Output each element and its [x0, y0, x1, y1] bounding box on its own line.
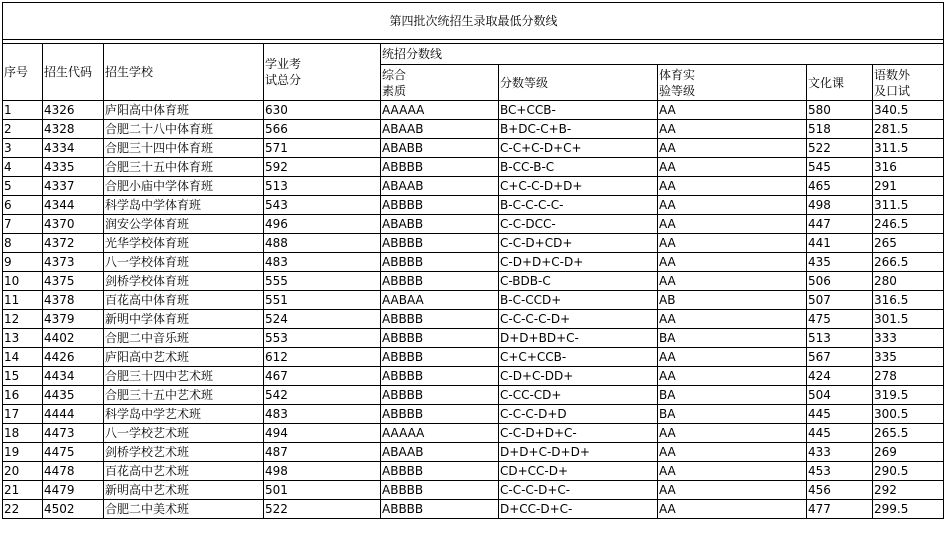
header-total-line2: 试总分	[265, 73, 302, 87]
header-row-1	[3, 44, 944, 65]
cell-seq: 2	[3, 120, 43, 139]
table-row	[3, 500, 944, 519]
cell-grade: C-C-DCC-	[499, 215, 658, 234]
cell-total: 571	[264, 139, 381, 158]
cell-pe: AA	[658, 101, 807, 120]
cell-code: 4370	[43, 215, 104, 234]
cell-grade: C-D+D+C-D+	[499, 253, 658, 272]
cell-pe: AA	[658, 424, 807, 443]
table-row	[3, 101, 944, 120]
cell-comp: AAAAA	[381, 424, 499, 443]
cell-grade: C+C+CCB-	[499, 348, 658, 367]
cell-culture: 498	[807, 196, 873, 215]
cell-comp: ABBBB	[381, 367, 499, 386]
cell-grade: C-CC-CD+	[499, 386, 658, 405]
cell-seq: 11	[3, 291, 43, 310]
cell-culture: 465	[807, 177, 873, 196]
cell-lang: 290.5	[873, 462, 944, 481]
cell-comp: ABBBB	[381, 405, 499, 424]
cell-code: 4328	[43, 120, 104, 139]
cell-code: 4373	[43, 253, 104, 272]
cell-grade: BC+CCB-	[499, 101, 658, 120]
cell-seq: 9	[3, 253, 43, 272]
table-row	[3, 367, 944, 386]
cell-code: 4375	[43, 272, 104, 291]
cell-code: 4502	[43, 500, 104, 519]
cell-school: 新明高中艺术班	[104, 481, 264, 500]
cell-school: 合肥二中音乐班	[104, 329, 264, 348]
cell-culture: 506	[807, 272, 873, 291]
cell-total: 522	[264, 500, 381, 519]
cell-culture: 441	[807, 234, 873, 253]
table-row	[3, 310, 944, 329]
header-pe-line1: 体育实	[659, 67, 696, 82]
cell-seq: 17	[3, 405, 43, 424]
cell-school: 剑桥学校体育班	[104, 272, 264, 291]
table-row	[3, 329, 944, 348]
cell-grade: D+D+BD+C-	[499, 329, 658, 348]
table-row	[3, 196, 944, 215]
cell-total: 551	[264, 291, 381, 310]
cell-culture: 580	[807, 101, 873, 120]
header-school: 招生学校	[104, 44, 264, 101]
cell-grade: B-C-CCD+	[499, 291, 658, 310]
cell-lang: 280	[873, 272, 944, 291]
cell-pe: AA	[658, 481, 807, 500]
cell-seq: 6	[3, 196, 43, 215]
cell-code: 4335	[43, 158, 104, 177]
cell-total: 524	[264, 310, 381, 329]
cell-total: 483	[264, 405, 381, 424]
cell-school: 合肥三十四中艺术班	[104, 367, 264, 386]
cell-lang: 335	[873, 348, 944, 367]
cell-lang: 316.5	[873, 291, 944, 310]
cell-culture: 513	[807, 329, 873, 348]
admission-score-table	[2, 2, 944, 519]
cell-comp: ABBBB	[381, 310, 499, 329]
table-row	[3, 386, 944, 405]
cell-comp: ABAAB	[381, 443, 499, 462]
cell-total: 513	[264, 177, 381, 196]
cell-grade: C-C-D+D+C-	[499, 424, 658, 443]
cell-pe: AA	[658, 462, 807, 481]
cell-total: 543	[264, 196, 381, 215]
cell-code: 4337	[43, 177, 104, 196]
cell-seq: 1	[3, 101, 43, 120]
cell-culture: 435	[807, 253, 873, 272]
cell-school: 合肥三十五中艺术班	[104, 386, 264, 405]
cell-seq: 4	[3, 158, 43, 177]
cell-school: 百花高中体育班	[104, 291, 264, 310]
cell-lang: 301.5	[873, 310, 944, 329]
cell-pe: AA	[658, 500, 807, 519]
cell-total: 488	[264, 234, 381, 253]
cell-school: 百花高中艺术班	[104, 462, 264, 481]
cell-total: 498	[264, 462, 381, 481]
cell-seq: 13	[3, 329, 43, 348]
cell-lang: 265.5	[873, 424, 944, 443]
cell-comp: AAAAA	[381, 101, 499, 120]
cell-seq: 15	[3, 367, 43, 386]
cell-comp: ABBBB	[381, 329, 499, 348]
cell-school: 八一学校艺术班	[104, 424, 264, 443]
cell-school: 八一学校体育班	[104, 253, 264, 272]
header-culture: 文化课	[807, 65, 873, 101]
cell-grade: C-C+C-D+C+	[499, 139, 658, 158]
cell-pe: AA	[658, 367, 807, 386]
table-row	[3, 120, 944, 139]
header-grade: 分数等级	[499, 65, 658, 101]
cell-culture: 453	[807, 462, 873, 481]
cell-lang: 265	[873, 234, 944, 253]
cell-pe: AA	[658, 234, 807, 253]
cell-lang: 311.5	[873, 139, 944, 158]
cell-comp: ABBBB	[381, 234, 499, 253]
table-row	[3, 405, 944, 424]
cell-code: 4402	[43, 329, 104, 348]
cell-culture: 567	[807, 348, 873, 367]
cell-code: 4473	[43, 424, 104, 443]
header-lang-line1: 语数外	[874, 67, 911, 82]
cell-pe: AA	[658, 310, 807, 329]
cell-comp: ABABB	[381, 139, 499, 158]
cell-school: 科学岛中学体育班	[104, 196, 264, 215]
table-row	[3, 253, 944, 272]
header-seq: 序号	[3, 44, 43, 101]
header-lang	[873, 65, 944, 101]
cell-school: 光华学校体育班	[104, 234, 264, 253]
cell-seq: 10	[3, 272, 43, 291]
cell-pe: BA	[658, 329, 807, 348]
cell-comp: ABBBB	[381, 481, 499, 500]
cell-lang: 316	[873, 158, 944, 177]
cell-code: 4435	[43, 386, 104, 405]
cell-lang: 278	[873, 367, 944, 386]
cell-culture: 445	[807, 405, 873, 424]
table-title: 第四批次统招生录取最低分数线	[3, 3, 944, 40]
cell-code: 4372	[43, 234, 104, 253]
cell-seq: 18	[3, 424, 43, 443]
cell-total: 542	[264, 386, 381, 405]
cell-pe: AA	[658, 139, 807, 158]
cell-pe: AB	[658, 291, 807, 310]
cell-lang: 291	[873, 177, 944, 196]
cell-comp: ABBBB	[381, 196, 499, 215]
cell-school: 庐阳高中体育班	[104, 101, 264, 120]
cell-seq: 20	[3, 462, 43, 481]
header-group: 统招分数线	[381, 44, 944, 65]
header-code: 招生代码	[43, 44, 104, 101]
header-total-line1: 学业考	[265, 57, 302, 71]
cell-school: 合肥小庙中学体育班	[104, 177, 264, 196]
cell-code: 4334	[43, 139, 104, 158]
cell-culture: 456	[807, 481, 873, 500]
cell-culture: 504	[807, 386, 873, 405]
cell-comp: ABBBB	[381, 348, 499, 367]
cell-pe: AA	[658, 158, 807, 177]
cell-school: 合肥三十四中体育班	[104, 139, 264, 158]
cell-pe: AA	[658, 215, 807, 234]
cell-grade: B-C-C-C-C-	[499, 196, 658, 215]
cell-total: 467	[264, 367, 381, 386]
cell-grade: C-C-C-C-D+	[499, 310, 658, 329]
cell-seq: 22	[3, 500, 43, 519]
table-row	[3, 443, 944, 462]
cell-grade: C+C-C-D+D+	[499, 177, 658, 196]
cell-total: 487	[264, 443, 381, 462]
cell-total: 501	[264, 481, 381, 500]
cell-pe: AA	[658, 253, 807, 272]
cell-pe: BA	[658, 386, 807, 405]
table-row	[3, 215, 944, 234]
cell-pe: AA	[658, 272, 807, 291]
cell-pe: BA	[658, 405, 807, 424]
cell-grade: B-CC-B-C	[499, 158, 658, 177]
cell-school: 科学岛中学艺术班	[104, 405, 264, 424]
cell-code: 4478	[43, 462, 104, 481]
cell-code: 4475	[43, 443, 104, 462]
cell-school: 庐阳高中艺术班	[104, 348, 264, 367]
table-row	[3, 481, 944, 500]
cell-lang: 299.5	[873, 500, 944, 519]
cell-lang: 292	[873, 481, 944, 500]
cell-grade: D+D+C-D+D+	[499, 443, 658, 462]
cell-code: 4444	[43, 405, 104, 424]
cell-seq: 19	[3, 443, 43, 462]
cell-seq: 8	[3, 234, 43, 253]
table-row	[3, 348, 944, 367]
table-body	[3, 101, 944, 519]
cell-pe: AA	[658, 348, 807, 367]
cell-seq: 5	[3, 177, 43, 196]
cell-total: 630	[264, 101, 381, 120]
cell-lang: 266.5	[873, 253, 944, 272]
cell-school: 润安公学体育班	[104, 215, 264, 234]
cell-lang: 300.5	[873, 405, 944, 424]
cell-lang: 269	[873, 443, 944, 462]
cell-culture: 445	[807, 424, 873, 443]
cell-code: 4426	[43, 348, 104, 367]
cell-total: 494	[264, 424, 381, 443]
cell-pe: AA	[658, 443, 807, 462]
cell-total: 566	[264, 120, 381, 139]
cell-total: 592	[264, 158, 381, 177]
table-row	[3, 291, 944, 310]
cell-lang: 340.5	[873, 101, 944, 120]
cell-seq: 12	[3, 310, 43, 329]
cell-comp: ABBBB	[381, 462, 499, 481]
header-pe-line2: 验等级	[659, 83, 696, 98]
cell-code: 4378	[43, 291, 104, 310]
cell-total: 612	[264, 348, 381, 367]
header-comp-line2: 素质	[382, 83, 407, 98]
cell-seq: 7	[3, 215, 43, 234]
cell-comp: ABBBB	[381, 272, 499, 291]
header-pe	[658, 65, 807, 101]
cell-lang: 246.5	[873, 215, 944, 234]
cell-comp: ABAAB	[381, 120, 499, 139]
cell-culture: 518	[807, 120, 873, 139]
cell-seq: 16	[3, 386, 43, 405]
cell-comp: AABAA	[381, 291, 499, 310]
cell-school: 合肥二中美术班	[104, 500, 264, 519]
cell-grade: C-C-C-D+C-	[499, 481, 658, 500]
cell-culture: 433	[807, 443, 873, 462]
cell-total: 553	[264, 329, 381, 348]
cell-lang: 319.5	[873, 386, 944, 405]
header-total	[264, 44, 381, 101]
cell-total: 483	[264, 253, 381, 272]
cell-code: 4379	[43, 310, 104, 329]
cell-lang: 281.5	[873, 120, 944, 139]
cell-total: 496	[264, 215, 381, 234]
cell-pe: AA	[658, 177, 807, 196]
cell-comp: ABBBB	[381, 386, 499, 405]
cell-seq: 3	[3, 139, 43, 158]
cell-grade: C-C-C-D+D	[499, 405, 658, 424]
cell-code: 4326	[43, 101, 104, 120]
header-lang-line2: 及口试	[874, 83, 911, 98]
cell-code: 4344	[43, 196, 104, 215]
cell-culture: 424	[807, 367, 873, 386]
cell-comp: ABBBB	[381, 158, 499, 177]
cell-code: 4479	[43, 481, 104, 500]
cell-culture: 477	[807, 500, 873, 519]
table-row	[3, 462, 944, 481]
cell-total: 555	[264, 272, 381, 291]
table-row	[3, 424, 944, 443]
cell-culture: 447	[807, 215, 873, 234]
title-row	[3, 3, 944, 40]
cell-grade: C-D+C-DD+	[499, 367, 658, 386]
cell-pe: AA	[658, 196, 807, 215]
cell-school: 剑桥学校艺术班	[104, 443, 264, 462]
cell-code: 4434	[43, 367, 104, 386]
cell-school: 合肥三十五中体育班	[104, 158, 264, 177]
cell-lang: 311.5	[873, 196, 944, 215]
cell-seq: 14	[3, 348, 43, 367]
cell-culture: 507	[807, 291, 873, 310]
cell-school: 合肥二十八中体育班	[104, 120, 264, 139]
cell-comp: ABBBB	[381, 253, 499, 272]
cell-grade: C-BDB-C	[499, 272, 658, 291]
cell-culture: 522	[807, 139, 873, 158]
header-comp-line1: 综合	[382, 67, 407, 82]
cell-seq: 21	[3, 481, 43, 500]
cell-grade: B+DC-C+B-	[499, 120, 658, 139]
table-row	[3, 177, 944, 196]
table-row	[3, 272, 944, 291]
header-comp	[381, 65, 499, 101]
cell-grade: D+CC-D+C-	[499, 500, 658, 519]
cell-grade: CD+CC-D+	[499, 462, 658, 481]
cell-comp: ABBBB	[381, 500, 499, 519]
cell-lang: 333	[873, 329, 944, 348]
cell-pe: AA	[658, 120, 807, 139]
table-row	[3, 158, 944, 177]
table-row	[3, 234, 944, 253]
cell-school: 新明中学体育班	[104, 310, 264, 329]
cell-culture: 475	[807, 310, 873, 329]
cell-comp: ABABB	[381, 215, 499, 234]
cell-comp: ABAAB	[381, 177, 499, 196]
cell-culture: 545	[807, 158, 873, 177]
table-row	[3, 139, 944, 158]
cell-grade: C-C-D+CD+	[499, 234, 658, 253]
